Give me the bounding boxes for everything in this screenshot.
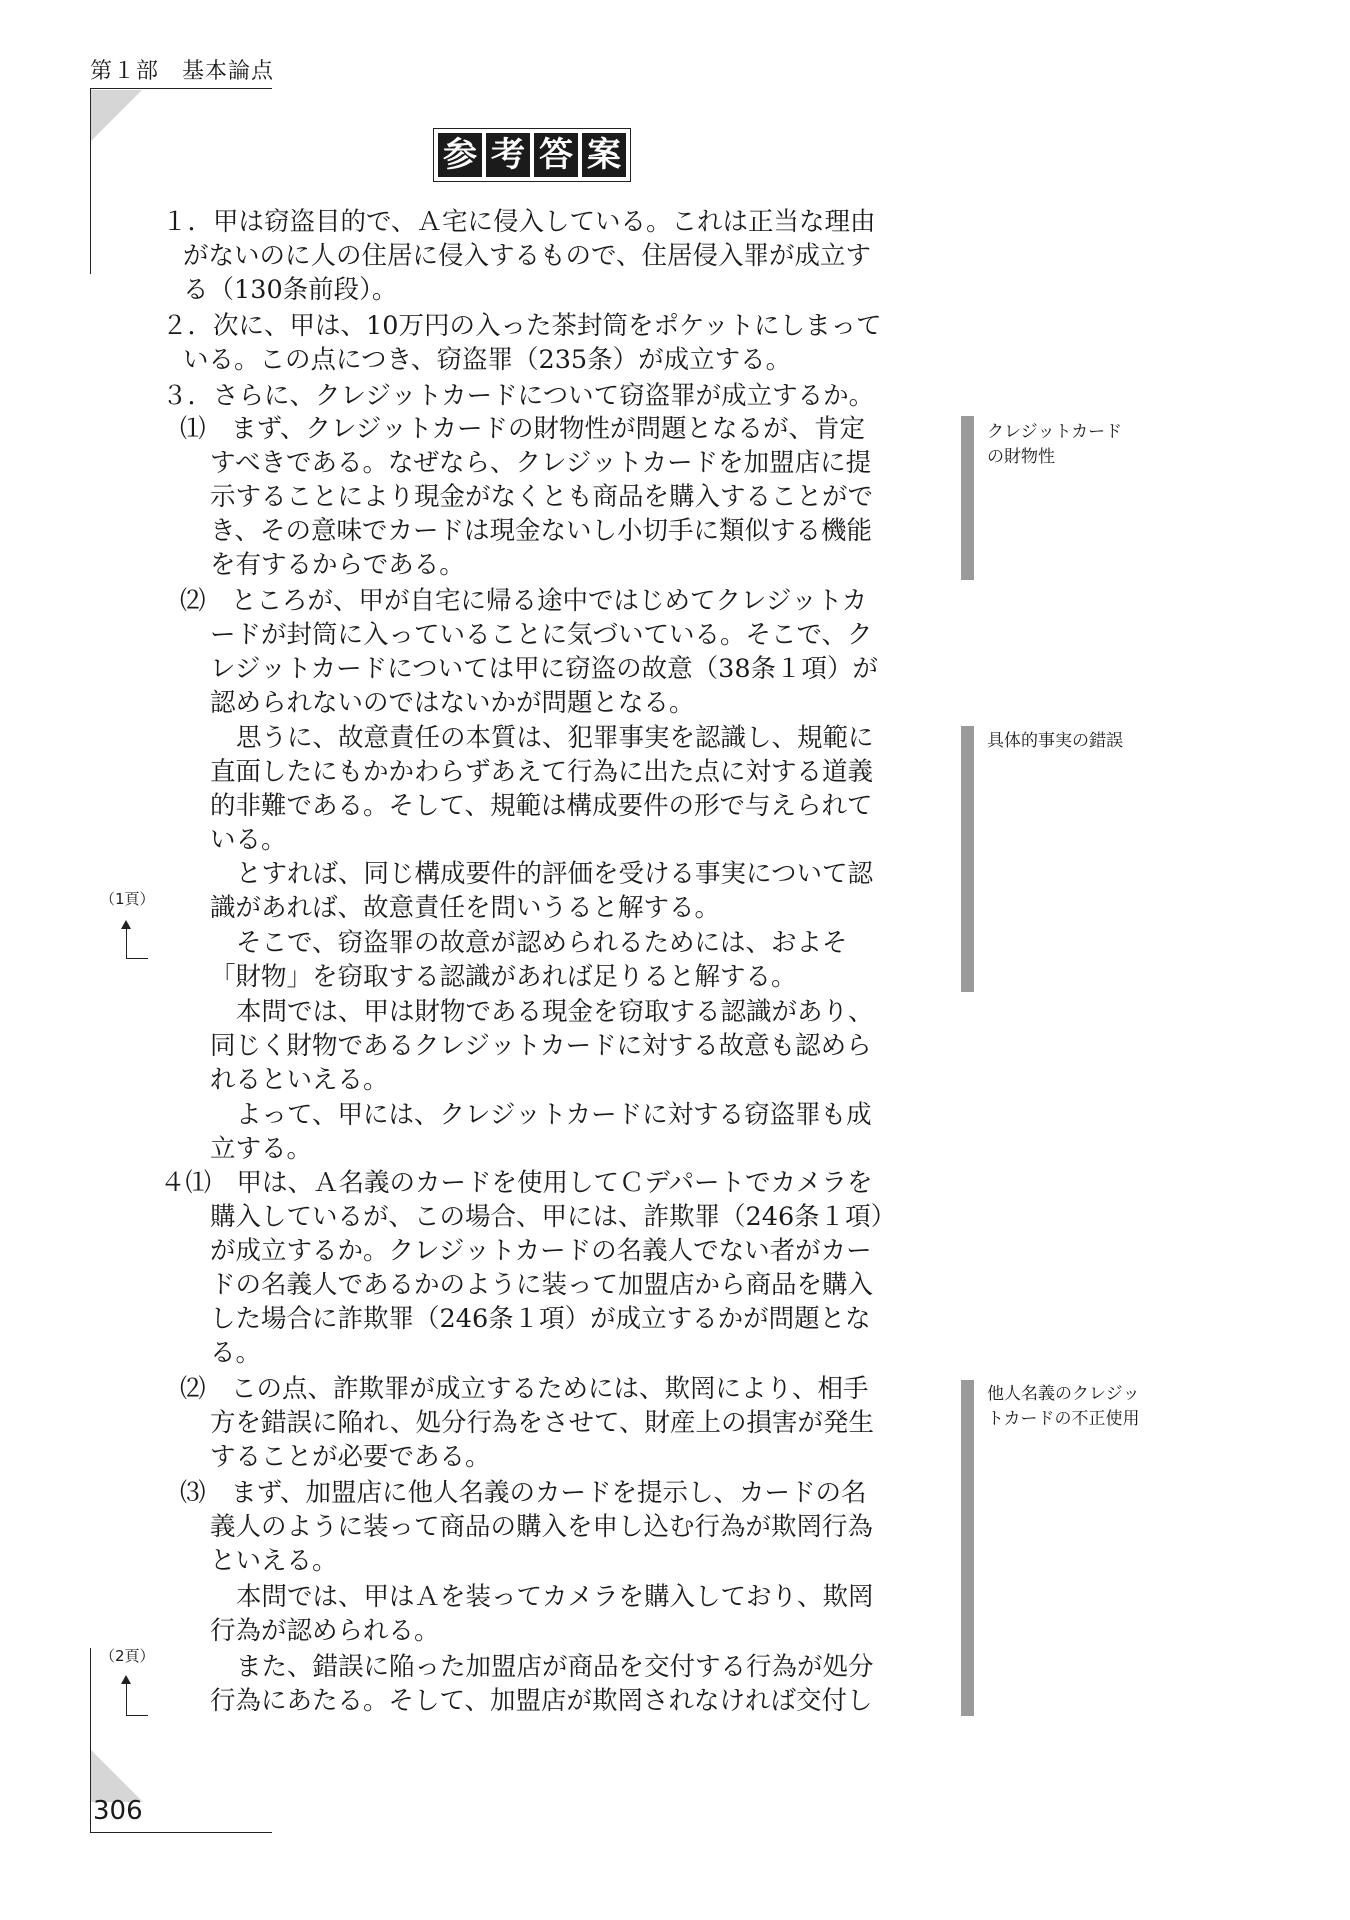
margin-note — [987, 729, 1123, 754]
body-line: よって、甲には、クレジットカードに対する窃盗罪も成 — [236, 1100, 872, 1130]
margin-note-line: クレジットカード — [987, 422, 1123, 442]
body-line: すべきである。なぜなら、クレジットカードを加盟店に提 — [210, 448, 872, 478]
body-line: した場合に詐欺罪（246条１項）が成立するかが問題とな — [210, 1304, 871, 1334]
body-line: き、その意味でカードは現金ないし小切手に類似する機能 — [210, 516, 872, 546]
left-rule-bottom — [90, 1648, 91, 1833]
body-line: いる。 — [210, 825, 287, 855]
page-ref-2: （2頁） — [100, 1647, 155, 1665]
body-line: る。 — [210, 1338, 262, 1368]
title-char: 答 — [534, 133, 578, 177]
footer-rule — [90, 1832, 272, 1833]
body-line: れるといえる。 — [210, 1065, 389, 1095]
margin-note-bar — [961, 416, 974, 580]
body-line: 立する。 — [210, 1134, 313, 1164]
margin-note — [987, 420, 1122, 470]
body-line: ドの名義人であるかのように装って加盟店から商品を購入 — [210, 1270, 874, 1300]
body-line: ３．さらに、クレジットカードについて窃盗罪が成立するか。 — [162, 381, 875, 411]
body-line: 思うに、故意責任の本質は、犯罪事実を認識し、規範に — [236, 723, 874, 753]
body-line: 「財物」を窃取する認識があれば足りると解する。 — [210, 962, 797, 992]
body-line: ⑵ この点、詐欺罪が成立するためには、欺罔により、相手 — [180, 1374, 869, 1404]
margin-note-line: の財物性 — [987, 447, 1055, 467]
corner-triangle-top — [90, 90, 142, 142]
body-line: また、錯誤に陥った加盟店が商品を交付する行為が処分 — [236, 1652, 874, 1682]
body-line: が成立するか。クレジットカードの名義人でない者がカー — [210, 1236, 872, 1266]
body-line: 購入しているが、この場合、甲には、詐欺罪（246条１項） — [210, 1202, 897, 1232]
margin-note-bar — [961, 1380, 974, 1716]
page-ref-arrow — [126, 1715, 148, 1716]
body-line: ４⑴ 甲は、Ａ名義のカードを使用してＣデパートでカメラを — [160, 1168, 873, 1198]
page-ref-arrow — [126, 958, 148, 959]
margin-note-line: 具体的事実の錯誤 — [987, 731, 1123, 751]
body-line: がないのに人の住居に侵入するもので、住居侵入罪が成立す — [183, 241, 871, 271]
body-line: 方を錯誤に陥れ、処分行為をさせて、財産上の損害が発生 — [210, 1408, 875, 1438]
body-line: ⑵ ところが、甲が自宅に帰る途中ではじめてクレジットカ — [180, 586, 868, 616]
body-line: 本問では、甲はＡを装ってカメラを購入しており、欺罔 — [236, 1582, 874, 1612]
page-ref-1: （1頁） — [100, 890, 155, 908]
body-line: １．甲は窃盗目的で、Ａ宅に侵入している。これは正当な理由 — [162, 207, 876, 237]
margin-note-bar — [961, 726, 974, 992]
body-line: 的非難である。そして、規範は構成要件の形で与えられて — [210, 791, 873, 821]
body-line: レジットカードについては甲に窃盗の故意（38条１項）が — [210, 654, 879, 684]
page-ref-arrow — [126, 1683, 127, 1715]
body-line: 義人のように装って商品の購入を申し込む行為が欺罔行為 — [210, 1512, 874, 1542]
body-line: ⑴ まず、クレジットカードの財物性が問題となるが、肯定 — [180, 414, 866, 444]
body-line: る（130条前段）。 — [183, 275, 398, 305]
body-line: することが必要である。 — [210, 1442, 491, 1472]
title-char: 参 — [438, 133, 482, 177]
body-line: そこで、窃盗罪の故意が認められるためには、およそ — [236, 928, 848, 958]
body-line: ⑶ まず、加盟店に他人名義のカードを提示し、カードの名 — [180, 1478, 867, 1508]
body-line: とすれば、同じ構成要件的評価を受ける事実について認 — [236, 859, 873, 889]
body-line: 本問では、甲は財物である現金を窃取する認識があり、 — [236, 997, 874, 1027]
body-line: 同じく財物であるクレジットカードに対する故意も認めら — [210, 1031, 872, 1061]
body-line: ２．次に、甲は、10万円の入った茶封筒をポケットにしまって — [162, 311, 882, 341]
body-line: 識があれば、故意責任を問いうると解する。 — [210, 893, 721, 923]
body-line: 直面したにもかかわらずあえて行為に出た点に対する道義 — [210, 757, 874, 787]
margin-note-line: 他人名義のクレジッ — [987, 1384, 1140, 1404]
title-char: 考 — [486, 133, 530, 177]
running-head: 第１部 基本論点 — [90, 59, 275, 84]
body-line: を有するからである。 — [210, 550, 465, 580]
title-char: 案 — [582, 133, 626, 177]
margin-note-line: トカードの不正使用 — [987, 1409, 1140, 1429]
body-line: ードが封筒に入っていることに気づいている。そこで、ク — [210, 620, 873, 650]
page-title — [433, 128, 631, 182]
left-rule-top — [90, 88, 91, 274]
body-line: 行為が認められる。 — [210, 1616, 440, 1646]
header-rule — [90, 88, 272, 89]
body-line: 行為にあたる。そして、加盟店が欺罔されなければ交付し — [210, 1686, 873, 1716]
page-ref-arrow — [126, 928, 127, 958]
page-number: 306 — [93, 1796, 143, 1826]
corner-triangle-bottom — [91, 1750, 143, 1802]
body-line: 示することにより現金がなくとも商品を購入することがで — [210, 482, 874, 512]
body-line: といえる。 — [210, 1546, 338, 1576]
body-line: いる。この点につき、窃盗罪（235条）が成立する。 — [183, 345, 792, 375]
body-line: 認められないのではないかが問題となる。 — [210, 688, 695, 718]
margin-note — [987, 1382, 1140, 1432]
